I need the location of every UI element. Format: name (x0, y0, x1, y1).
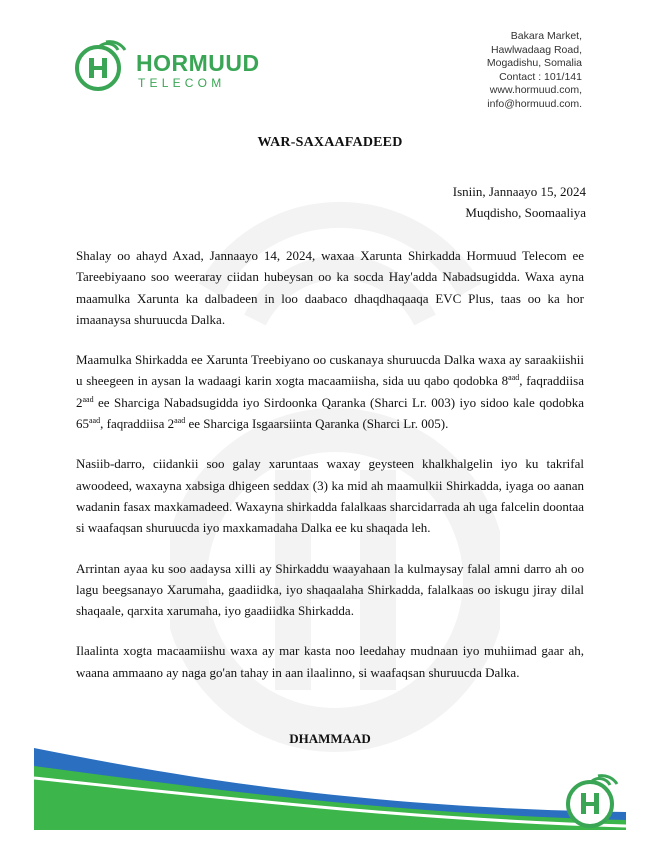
address-line: Bakara Market, (510, 30, 582, 42)
footer-wave-decoration (34, 748, 626, 830)
address-contact: Contact : 101/141 (499, 70, 582, 83)
paragraph-2 (76, 349, 584, 434)
document-location: Muqdisho, Soomaaliya (465, 205, 586, 220)
address-website: www.hormuud.com, (489, 84, 582, 97)
paragraph-1: Shalay oo ahayd Axad, Jannaayo 14, 2024, waxaa Xarunta Shirkadda Hormuud Telecom ee Tareebiyaano soo weeraray ciidan hubeysan oo ka socda Hay'adda Nabadsugidda. Waxa ayna maamulka Xarunta ka dalbadeen in loo daabaco dhaqdhaqaaqa EVC Plus, taas oo ka hor imaanaysa shuruucda Dalka. (76, 248, 584, 327)
closing-mark: DHAMMAAD (289, 731, 371, 746)
paragraph-2-text: , faqraddiisa 2 (76, 373, 584, 410)
paragraph-2-text: Maamulka Shirkadda ee Xarunta Treebiyano oo cuskanaya shuruucda Dalka waxa ay saraakiishii u sheegeen in aysan la wadaagi karin xogta macaamiisha, sida uu qabo qodobka 8 (76, 352, 584, 389)
hormuud-logo-icon (560, 772, 620, 828)
paragraph-2-text: , faqraddiisa 2 (100, 416, 175, 432)
company-address (487, 30, 582, 112)
brand-name: HORMUUD (136, 50, 260, 76)
superscript: aad (174, 416, 186, 426)
address-line: Hawlwadaag Road, (490, 43, 582, 56)
paragraph-2-text: ee Sharciga Nabadsugidda iyo Sirdoonka Qaranka (Sharci Lr. 003) iyo sidoo kale qodobka 65 (76, 394, 584, 432)
paragraph-5: Ilaalinta xogta macaamiishu waxa ay mar kasta noo leedahay mudnaan iyo muhiimad gaar ah, waana ammaano ay naga go'an tahay in aan ilaalinno, si waafaqsan shuruucda Dalka. (76, 643, 584, 680)
date-block (453, 181, 586, 223)
superscript: aad (82, 394, 94, 404)
superscript: aad (508, 373, 520, 383)
paragraph-3: Nasiib-darro, ciidankii soo galay xaruntaas waxay geysteen khalkhalgelin iyo ku takrifal awoodeed, waxayna xabsiga dhigeen seddax (3) ka mid ah maamulkii Shirkadda, iyaga oo aanan wadanin fasax maxkamadeed. Waxayna shirkadda falalkaas sharcidarrada ah uga falcelin doontaa si waafaqsan shuruucda iyo maxkamadaha Dalka ee ku shaqada leh. (76, 456, 585, 536)
address-line: Mogadishu, Somalia (486, 57, 582, 70)
hormuud-logo-icon (70, 40, 128, 92)
document-body (76, 245, 584, 702)
superscript: aad (89, 416, 101, 426)
document-date: Isniin, Jannaayo 15, 2024 (452, 184, 586, 199)
brand-logo (70, 36, 270, 96)
paragraph-2-text: ee Sharciga Isgaarsiinta Qaranka (Sharci Lr. 005). (185, 416, 449, 432)
document-title: WAR-SAXAAFADEED (257, 135, 403, 150)
brand-subtitle: TELECOM (138, 76, 226, 90)
paragraph-4: Arrintan ayaa ku soo aadaysa xilli ay Shirkaddu waayahaan la kulmaysay falal amni darro ah oo lagu beegsanayo Xarumaha, gaadiidka, iyo shaqaalaha Shirkadda, falalkaas oo iskugu jiray dilal shaqaale, qarxita xarumaha, iyo gaadiidka Shirkadda. (76, 560, 584, 619)
address-email: info@hormuud.com. (487, 97, 582, 110)
